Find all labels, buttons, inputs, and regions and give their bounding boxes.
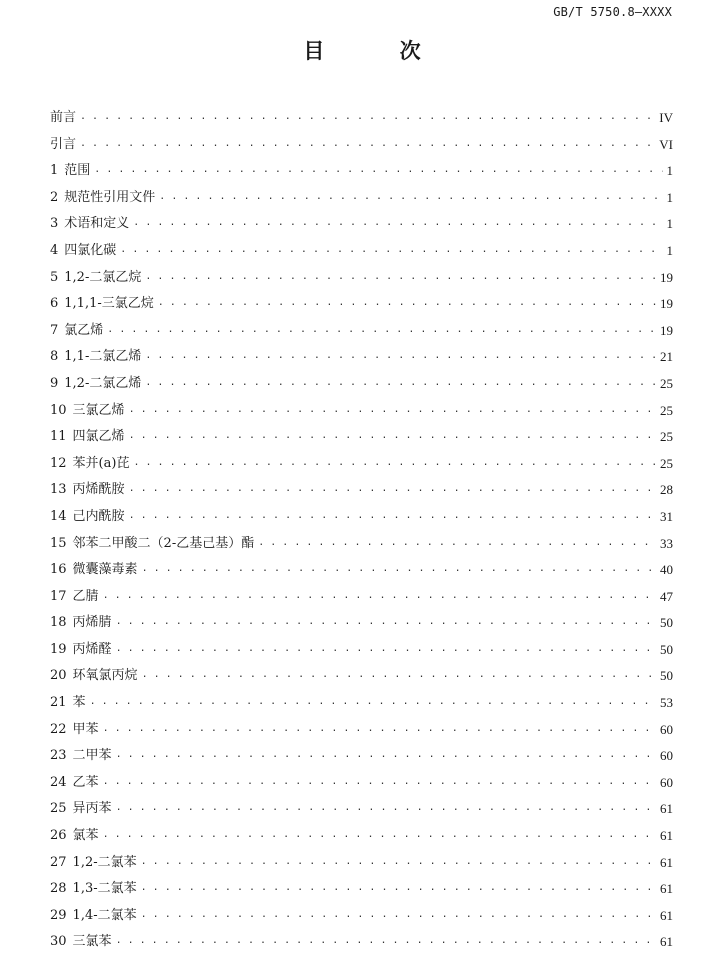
toc-entry-label: 范围 — [64, 163, 91, 179]
toc-entry[interactable] — [50, 238, 673, 265]
toc-entry-number: 13 — [50, 482, 67, 498]
toc-entry[interactable] — [50, 876, 673, 903]
toc-entry-label: 丙烯醛 — [72, 641, 112, 657]
toc-entry-label: 1,1-二氯乙烯 — [64, 349, 142, 365]
toc-entry-number: 18 — [50, 615, 67, 631]
toc-entry[interactable] — [50, 424, 673, 451]
toc-entry[interactable] — [50, 398, 673, 425]
toc-dot-leader — [129, 423, 656, 450]
toc-entry-page: 50 — [660, 615, 673, 631]
toc-entry-page: 1 — [666, 189, 673, 205]
toc-entry-label: 1,2-二氯乙烷 — [64, 269, 142, 285]
toc-dot-leader — [142, 556, 656, 583]
toc-entry[interactable] — [50, 265, 673, 292]
toc-entry[interactable] — [50, 796, 673, 823]
toc-entry-page: 25 — [660, 402, 673, 418]
toc-entry-label: 前言 — [50, 110, 77, 125]
document-code: GB/T 5750.8—XXXX — [553, 5, 672, 19]
toc-entry-label: 三氯乙烯 — [72, 402, 125, 418]
toc-dot-leader — [116, 928, 656, 955]
toc-entry-label: 苯并(a)芘 — [72, 455, 130, 471]
toc-dot-leader — [116, 609, 656, 636]
toc-entry[interactable] — [50, 584, 673, 611]
toc-entry-number: 4 — [50, 242, 59, 258]
toc-entry-number: 23 — [50, 748, 67, 764]
toc-dot-leader — [133, 210, 662, 237]
toc-entry-label: 1,4-二氯苯 — [72, 907, 137, 923]
toc-entry-page: 40 — [660, 562, 673, 578]
toc-dot-leader — [116, 795, 656, 822]
toc-entry[interactable] — [50, 185, 673, 212]
toc-entry-page: 50 — [660, 641, 673, 657]
toc-entry-number: 22 — [50, 721, 67, 737]
toc-dot-leader — [158, 290, 656, 317]
toc-entry-page: 28 — [660, 482, 673, 498]
toc-entry[interactable] — [50, 105, 673, 132]
toc-entry-label: 三氯苯 — [72, 934, 112, 950]
toc-entry-page: 25 — [660, 455, 673, 471]
toc-entry-number: 12 — [50, 455, 67, 471]
toc-entry-label: 术语和定义 — [64, 216, 130, 232]
toc-entry-label: 引言 — [50, 136, 77, 152]
toc-entry-page: IV — [659, 110, 673, 125]
toc-dot-leader — [129, 503, 656, 530]
toc-dot-leader — [129, 397, 656, 424]
toc-entry[interactable] — [50, 637, 673, 664]
toc-entry[interactable] — [50, 211, 673, 238]
toc-entry[interactable] — [50, 291, 673, 318]
toc-entry-number: 20 — [50, 668, 67, 684]
toc-dot-leader — [133, 450, 656, 477]
toc-entry[interactable] — [50, 451, 673, 478]
toc-entry-number: 14 — [50, 508, 67, 524]
toc-dot-leader — [103, 822, 656, 849]
toc-dot-leader — [116, 742, 656, 769]
toc-entry-number: 17 — [50, 588, 67, 604]
toc-entry-number: 2 — [50, 189, 59, 205]
toc-dot-leader — [145, 343, 656, 370]
toc-dot-leader — [258, 530, 656, 557]
toc-entry-number: 30 — [50, 934, 67, 950]
toc-entry-number: 9 — [50, 375, 59, 391]
toc-entry-page: 61 — [660, 854, 673, 870]
toc-entry-page: 19 — [660, 296, 673, 312]
toc-entry-page: 19 — [660, 269, 673, 285]
toc-entry-label: 四氯乙烯 — [72, 429, 125, 445]
toc-entry-page: 47 — [660, 588, 673, 604]
toc-entry-number: 5 — [50, 269, 59, 285]
toc-entry-number: 3 — [50, 216, 59, 232]
toc-entry-page: 19 — [660, 322, 673, 338]
toc-entry-page: 50 — [660, 668, 673, 684]
toc-dot-leader — [103, 716, 656, 743]
toc-entry[interactable] — [50, 770, 673, 797]
toc-entry-page: 1 — [666, 242, 673, 258]
toc-dot-leader — [90, 689, 656, 716]
toc-entry-number: 25 — [50, 801, 67, 817]
toc-entry-number: 26 — [50, 828, 67, 844]
toc-entry-page: 60 — [660, 774, 673, 790]
toc-dot-leader — [159, 184, 662, 211]
toc-entry-page: 33 — [660, 535, 673, 551]
toc-dot-leader — [142, 662, 656, 689]
toc-entry[interactable] — [50, 610, 673, 637]
toc-entry-label: 二甲苯 — [72, 748, 112, 764]
toc-entry-label: 1,2-二氯苯 — [72, 854, 137, 870]
toc-entry[interactable] — [50, 504, 673, 531]
toc-entry-label: 异丙苯 — [72, 801, 112, 817]
toc-entry-number: 1 — [50, 163, 59, 179]
toc-entry-page: 53 — [660, 695, 673, 711]
toc-entry-page: 61 — [660, 801, 673, 817]
toc-entry[interactable] — [50, 318, 673, 345]
toc-entry-label: 乙苯 — [72, 774, 99, 790]
toc-entry-label: 甲苯 — [72, 721, 99, 737]
toc-entry-page: 61 — [660, 828, 673, 844]
toc-entry-label: 规范性引用文件 — [64, 189, 156, 205]
toc-entry-number: 21 — [50, 695, 67, 711]
toc-entry-label: 乙腈 — [72, 588, 99, 604]
toc-entry-page: 31 — [660, 508, 673, 524]
toc-entry-number: 19 — [50, 641, 67, 657]
toc-dot-leader — [80, 104, 655, 131]
toc-entry-number: 24 — [50, 774, 67, 790]
toc-dot-leader — [145, 264, 656, 291]
toc-entry-number: 27 — [50, 854, 67, 870]
toc-entry-label: 氯苯 — [72, 828, 99, 844]
toc-entry[interactable] — [50, 743, 673, 770]
toc-entry-number: 28 — [50, 881, 67, 897]
toc-dot-leader — [116, 636, 656, 663]
toc-entry[interactable] — [50, 717, 673, 744]
toc-entry-number: 10 — [50, 402, 67, 418]
toc-entry[interactable] — [50, 531, 673, 558]
toc-entry-page: 1 — [666, 216, 673, 232]
toc-entry-page: 21 — [660, 349, 673, 365]
toc-entry-label: 1,2-二氯乙烯 — [64, 375, 142, 391]
toc-entry-number: 8 — [50, 349, 59, 365]
toc-entry-number: 16 — [50, 562, 67, 578]
toc-entry[interactable] — [50, 477, 673, 504]
toc-entry-label: 环氧氯丙烷 — [72, 668, 138, 684]
toc-entry-label: 微囊藻毒素 — [72, 562, 138, 578]
toc-entry-number: 11 — [50, 429, 67, 445]
toc-dot-leader — [107, 317, 656, 344]
toc-entry-label: 苯 — [72, 695, 86, 711]
toc-dot-leader — [103, 583, 656, 610]
toc-entry-label: 1,3-二氯苯 — [72, 881, 137, 897]
toc-entry-page: 60 — [660, 748, 673, 764]
toc-dot-leader — [145, 370, 656, 397]
toc-entry[interactable] — [50, 903, 673, 930]
toc-entry-number: 6 — [50, 296, 59, 312]
toc-dot-leader — [80, 131, 655, 158]
toc-entry-label: 丙烯酰胺 — [72, 482, 125, 498]
toc-entry-page: 61 — [660, 934, 673, 950]
toc-dot-leader — [141, 902, 656, 929]
toc-entry[interactable] — [50, 663, 673, 690]
toc-entry-label: 氯乙烯 — [64, 322, 104, 338]
toc-entry-number: 29 — [50, 907, 67, 923]
toc-entry[interactable] — [50, 158, 673, 185]
toc-entry-label: 1,1,1-三氯乙烷 — [64, 296, 154, 312]
toc-entry[interactable] — [50, 132, 673, 159]
toc-entry-page: 1 — [666, 163, 673, 179]
toc-entry[interactable] — [50, 929, 673, 956]
toc-entry-label: 四氯化碳 — [64, 242, 117, 258]
toc-entry-page: VI — [659, 136, 673, 152]
toc-dot-leader — [129, 476, 656, 503]
toc-entry-page: 25 — [660, 429, 673, 445]
toc-dot-leader — [141, 849, 656, 876]
toc-entry[interactable] — [50, 371, 673, 398]
toc-entry-label: 邻苯二甲酸二（2-乙基己基）酯 — [72, 535, 255, 551]
toc-entry-page: 61 — [660, 907, 673, 923]
page-title: 目 次 — [303, 39, 455, 63]
toc-entry[interactable] — [50, 823, 673, 850]
toc-entry[interactable] — [50, 557, 673, 584]
toc-entry-page: 60 — [660, 721, 673, 737]
toc-entry-label: 丙烯腈 — [72, 615, 112, 631]
toc-dot-leader — [103, 769, 656, 796]
toc-entry[interactable] — [50, 690, 673, 717]
toc-entry-number: 15 — [50, 535, 67, 551]
toc-entry-page: 61 — [660, 881, 673, 897]
toc-entry[interactable] — [50, 850, 673, 877]
toc-entry-number: 7 — [50, 322, 59, 338]
toc-dot-leader — [94, 157, 662, 184]
toc-entry-page: 25 — [660, 375, 673, 391]
toc-entry[interactable] — [50, 344, 673, 371]
toc-dot-leader — [120, 237, 662, 264]
toc-entry-label: 己内酰胺 — [72, 508, 125, 524]
table-of-contents — [50, 105, 673, 956]
toc-dot-leader — [141, 875, 656, 902]
